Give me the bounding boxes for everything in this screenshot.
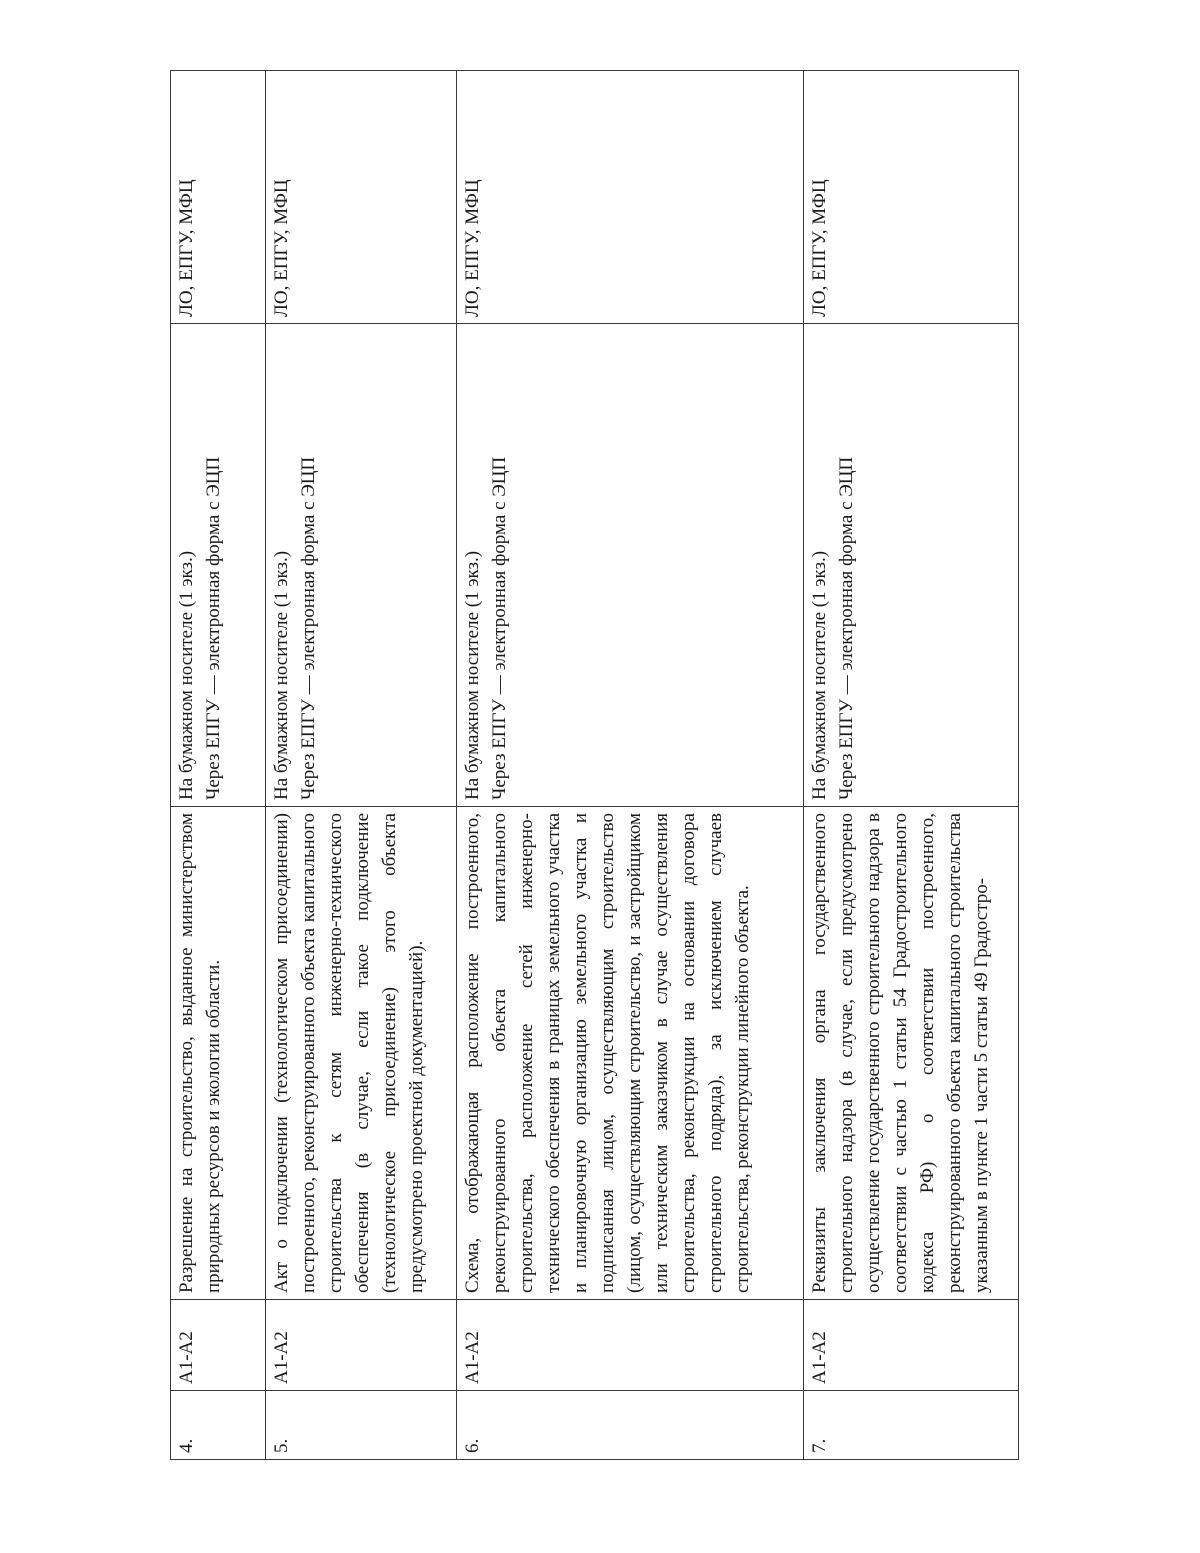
document-name: Разрешение на строительство, выданное министерством природных ресурсов и экологии области. — [171, 807, 266, 1300]
form-paper: На бумажном носителе (1 экз.) — [271, 550, 292, 800]
document-name: Акт о подключении (технологическом присоединении) построенного, реконструированного объекта капитального строительства к сетям инженерно-технического обеспечения (в случае, если такое подключение (технологическое присоединение) этого объекта предусмотрено проектной документацией). — [266, 807, 457, 1300]
form-electronic: Через ЕПГУ — электронная форма с ЭЦП — [836, 456, 857, 800]
form-paper: На бумажном носителе (1 экз.) — [809, 550, 830, 800]
submission-form — [457, 324, 804, 807]
row-code: А1-А2 — [804, 1300, 1019, 1391]
submission-place: ЛО, ЕПГУ, МФЦ — [804, 71, 1019, 324]
form-paper: На бумажном носителе (1 экз.) — [462, 550, 483, 800]
row-number: 6. — [457, 1391, 804, 1460]
form-paper: На бумажном носителе (1 экз.) — [176, 550, 197, 800]
documents-table — [170, 70, 1019, 1460]
table-row — [457, 71, 804, 1460]
submission-place: ЛО, ЕПГУ, МФЦ — [457, 71, 804, 324]
submission-place: ЛО, ЕПГУ, МФЦ — [266, 71, 457, 324]
document-name: Схема, отображающая расположение построенного, реконструированного объекта капитального строительства, расположение сетей инженерно-технического обеспечения в границах земельного участка и планировочную организацию земельного участка и подписанная лицом, осуществляющим строительство (лицом, осуществляющим строительство, и застройщиком или техническим заказчиком в случае осуществления строительства, реконструкции на основании договора строительного подряда), за исключением случаев строительства, реконструкции линейного объекта. — [457, 807, 804, 1300]
table-row — [266, 71, 457, 1460]
row-number: 5. — [266, 1391, 457, 1460]
submission-place: ЛО, ЕПГУ, МФЦ — [171, 71, 266, 324]
row-code: А1-А2 — [266, 1300, 457, 1391]
table-row — [171, 71, 266, 1460]
rotated-document-sheet — [170, 80, 1060, 1460]
form-electronic: Через ЕПГУ — электронная форма с ЭЦП — [298, 456, 319, 800]
row-code: А1-А2 — [171, 1300, 266, 1391]
form-electronic: Через ЕПГУ — электронная форма с ЭЦП — [203, 456, 224, 800]
form-electronic: Через ЕПГУ — электронная форма с ЭЦП — [489, 456, 510, 800]
row-number: 4. — [171, 1391, 266, 1460]
document-name: Реквизиты заключения органа государственного строительного надзора (в случае, если предусмотрено осуществление государственного строительного надзора в соответствии с частью 1 статьи 54 Градостроительного кодекса РФ) о соответствии построенного, реконструированного объекта капитального строительства указанным в пункте 1 части 5 статьи 49 Градостро- — [804, 807, 1019, 1300]
submission-form — [266, 324, 457, 807]
submission-form — [171, 324, 266, 807]
row-number: 7. — [804, 1391, 1019, 1460]
row-code: А1-А2 — [457, 1300, 804, 1391]
submission-form — [804, 324, 1019, 807]
table-row — [804, 71, 1019, 1460]
